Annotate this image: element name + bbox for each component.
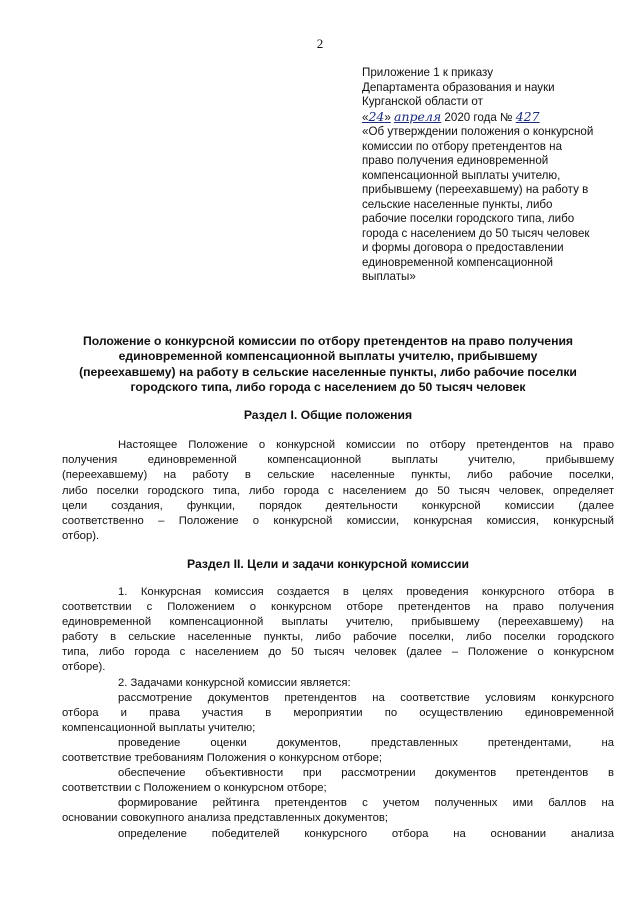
section1-line: либо поселки городского типа, либо города с населением до 50 тысяч человек, определяет <box>62 484 614 497</box>
appendix-subject-line: право получения единовременной <box>362 154 549 167</box>
section2-line: 2. Задачами конкурсной комиссии является: <box>118 676 351 689</box>
appendix-subject-line: прибывшему (переехавшему) на работу в <box>362 183 589 196</box>
section2-line: соответствии с Положением о конкурсном отборе претендентов на право получения <box>62 601 614 614</box>
section2-line: определение победителей конкурсного отбора на основании анализа <box>118 827 614 840</box>
section2-line: единовременной компенсационной выплаты учителю, прибывшему (переехавшему) на <box>62 616 614 629</box>
section2-line: соответствии с Положением о конкурсном отборе; <box>62 782 327 795</box>
appendix-header <box>362 66 624 285</box>
section2-line: компенсационной выплаты учителю; <box>62 721 256 734</box>
section2-line: проведение оценки документов, представленных претендентами, на <box>118 736 614 749</box>
section2-line: основании совокупного анализа представленных документов; <box>62 812 389 825</box>
section2-line: формирование рейтинга претендентов с учетом полученных ими баллов на <box>118 797 614 810</box>
appendix-line: Департамента образования и науки <box>362 80 555 94</box>
section2-line: 1. Конкурсная комиссия создается в целях проведения конкурсного отбора в <box>118 586 614 598</box>
section2-line: отборе). <box>62 661 106 674</box>
appendix-subject-line: единовременной компенсационной <box>362 255 553 269</box>
title-line: Положение о конкурсной комиссии по отбору претендентов на право получения <box>82 334 574 348</box>
title-line: (переехавшему) на работу в сельские населенные пункты, либо рабочие поселки <box>79 364 577 379</box>
section2-line: работу в сельские населенные пункты, либо рабочие поселки, либо поселки городского <box>62 631 614 644</box>
section1-paragraph <box>62 438 614 544</box>
appendix-subject-line: рабочие поселки городского типа, либо <box>362 212 575 225</box>
section2-body <box>62 585 614 842</box>
section2-heading: Раздел II. Цели и задачи конкурсной комиссии <box>187 557 469 571</box>
page-number: 2 <box>316 36 324 51</box>
section2-line: типа, либо города с населением до 50 тысяч человек (далее – Положение о конкурсном <box>62 646 614 659</box>
handwritten-order-number: 427 <box>515 108 540 124</box>
section1-line: (переехавшему) на работу в сельские населенные пункты, либо рабочие поселки, <box>62 469 614 482</box>
appendix-line: Курганской области от <box>362 95 483 108</box>
section2-line: соответствие требованиям Положения о конкурсном отборе; <box>62 752 383 765</box>
section1-heading: Раздел I. Общие положения <box>243 408 413 422</box>
section1-line: отбор). <box>62 530 100 543</box>
section2-line: обеспечение объективности при рассмотрении документов претендентов в <box>118 767 614 780</box>
section1-line: цели создания, функции, порядок деятельности конкурсной комиссии (далее <box>62 499 614 512</box>
appendix-subject-line: сельские населенные пункты, либо <box>362 197 553 211</box>
date-open-quote: « <box>362 110 369 124</box>
handwritten-month: апреля <box>394 108 442 124</box>
date-close-quote: » <box>384 110 391 124</box>
appendix-date-line <box>362 110 624 126</box>
appendix-subject-line: и формы договора о предоставлении <box>362 241 564 254</box>
appendix-subject-line: выплаты» <box>362 270 416 283</box>
appendix-line: Приложение 1 к приказу <box>362 66 494 79</box>
section1-line: получения единовременной компенсационной выплаты учителю, прибывшему <box>62 454 614 467</box>
appendix-subject-line: компенсационной выплаты учителю, <box>362 168 561 182</box>
date-year-text: 2020 года № <box>444 110 513 124</box>
title-line: единовременной компенсационной выплаты учителю, прибывшему <box>118 349 538 364</box>
title-line: городского типа, либо города с населением до 50 тысяч человек <box>130 379 526 394</box>
appendix-subject-line: «Об утверждении положения о конкурсной <box>362 125 594 138</box>
handwritten-day: 24 <box>368 108 385 124</box>
section1-line: Настоящее Положение о конкурсной комиссии по отбору претендентов на право <box>118 439 614 451</box>
section2-line: отбора и права участия в мероприятии по осуществлению единовременной <box>62 706 614 719</box>
section1-line: соответственно – Положение о конкурсной комиссии, конкурсная комиссия, конкурсный <box>62 515 614 528</box>
appendix-subject-line: комиссии по отбору претендентов на <box>362 139 563 153</box>
document-title <box>62 334 594 395</box>
section2-line: рассмотрение документов претендентов на соответствие условиям конкурсного <box>118 691 614 704</box>
appendix-subject-line: города с населением до 50 тысяч человек <box>362 226 590 240</box>
